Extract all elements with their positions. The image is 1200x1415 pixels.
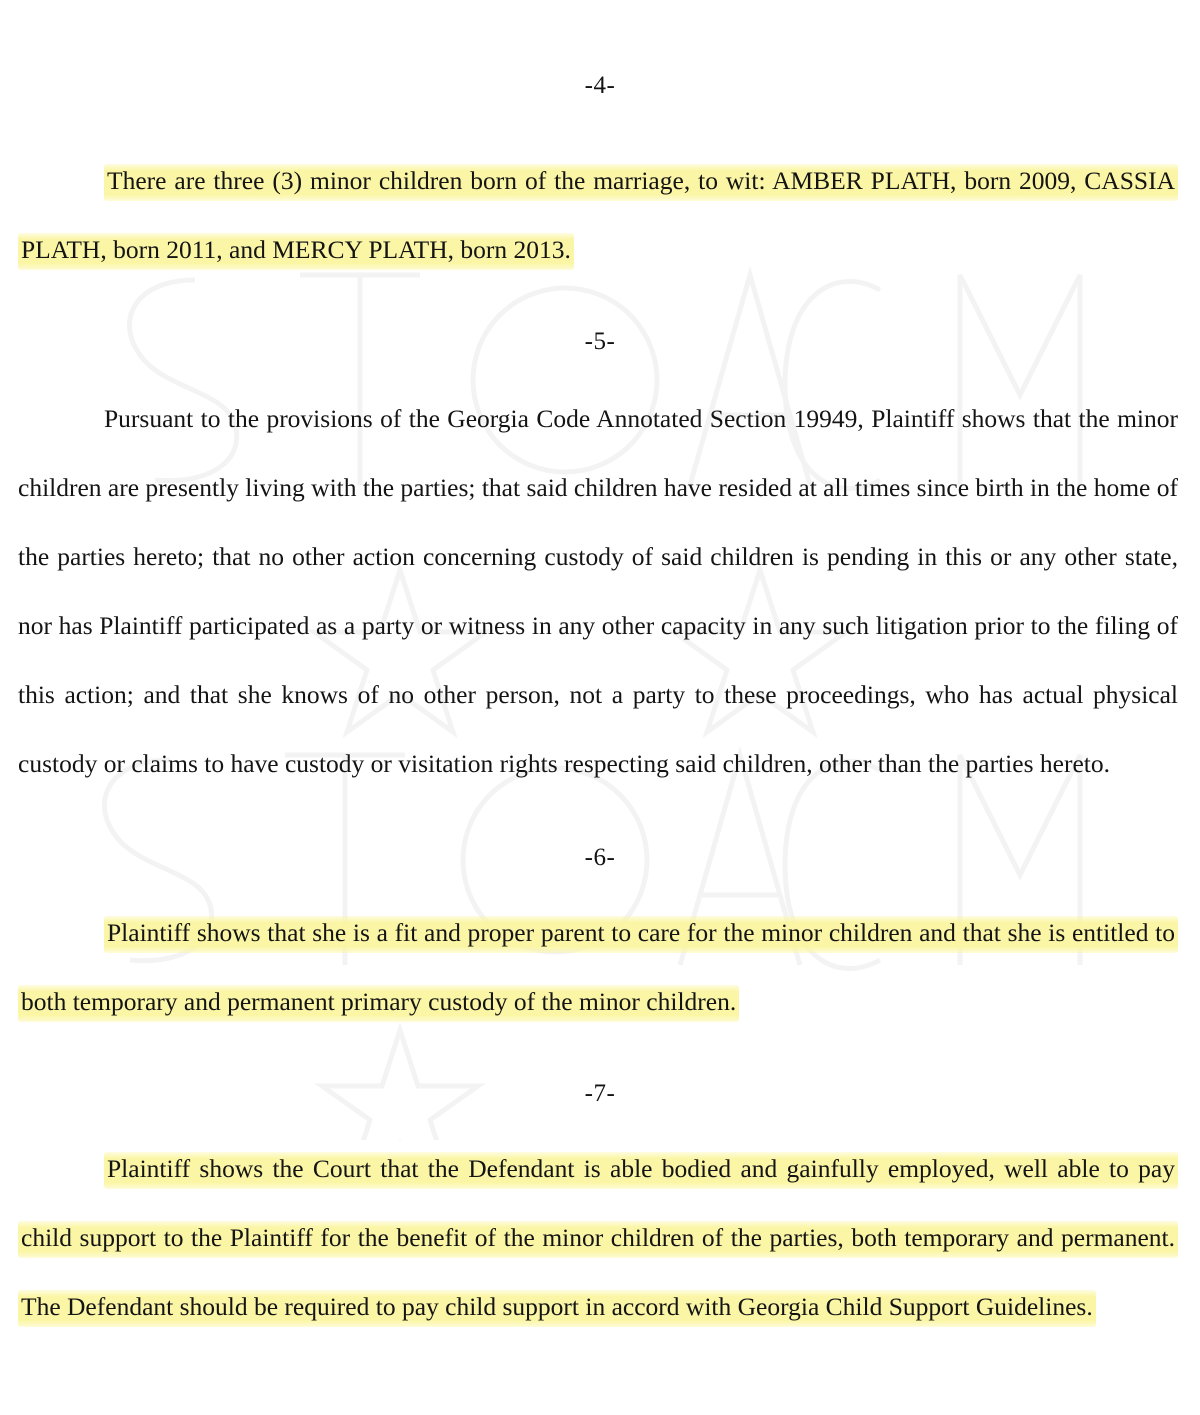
section-number-4: -4- [584,72,616,99]
highlighted-text: Plaintiff shows the Court that the Defendant is able bodied and gainfully employed, well able to pay child support to the Plaintiff for the benefit of the minor children of the parties, both temporary and permanent. The Defendant should be required to pay child support in accord with Georgia Child Support Guidelines. [18,1152,1178,1327]
section-paragraph-6 [0,898,1200,1036]
paragraph-text: Pursuant to the provisions of the Georgia Code Annotated Section 19949, Plaintiff shows that the minor children are presently living with the parties; that said children have resided at all times since birth in the home of the parties hereto; that no other action concerning custody of said children is pending in this or any other state, nor has Plaintiff participated as a party or witness in any other capacity in any such litigation prior to the filing of this action; and that she knows of no other person, not a party to these proceedings, who has actual physical custody or claims to have custody or visitation rights respecting said children, other than the parties hereto. [18,404,1178,778]
section-number-6: -6- [584,844,616,871]
section-paragraph-5 [0,384,1200,798]
highlighted-text: There are three (3) minor children born of the marriage, to wit: AMBER PLATH, born 2009, CASSIA PLATH, born 2011, and MERCY PLATH, born 2013. [18,164,1178,270]
highlighted-text: Plaintiff shows that she is a fit and proper parent to care for the minor children and that she is entitled to both temporary and permanent primary custody of the minor children. [18,916,1178,1022]
section-paragraph-7 [0,1134,1200,1341]
section-paragraph-4 [0,146,1200,284]
section-number-5: -5- [584,328,616,355]
section-number-7: -7- [584,1080,616,1107]
